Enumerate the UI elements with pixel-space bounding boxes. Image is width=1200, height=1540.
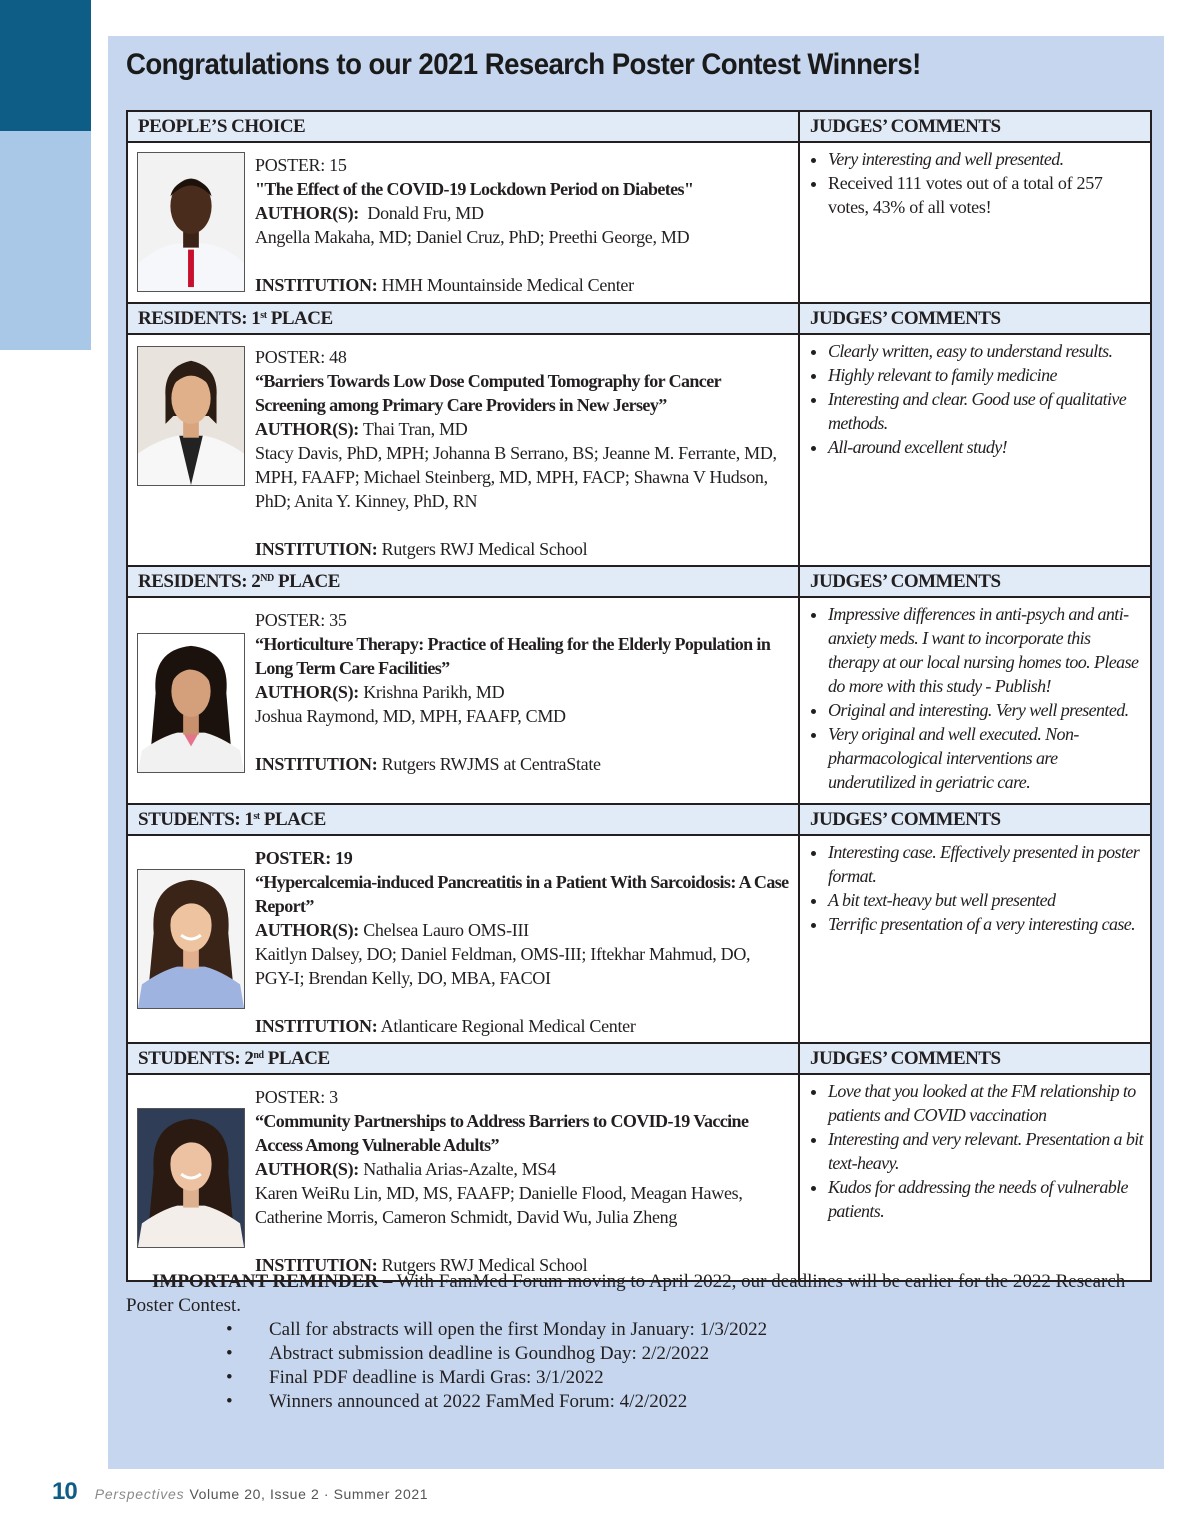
coauthors: Stacy Davis, PhD, MPH; Johanna B Serrano, BS; Jeanne M. Ferrante, MD, MPH, FAAFP; Michael Steinberg, MD, MPH, FACP; Shawna V Hudson, PhD; Anita Y. Kinney, PhD, RN [255,443,777,511]
category-header: STUDENTS: 2nd PLACE [127,1043,799,1074]
entry-row [127,1074,1151,1281]
author-photo [137,346,245,486]
comment-item: • Highly relevant to family medicine [828,363,1144,387]
comment-item: • Very original and well executed. Non-pharmacological interventions are underutilized in geriatric care. [828,722,1144,794]
issue-info: Volume 20, Issue 2 · Summer 2021 [189,1486,429,1502]
comment-item: • Clearly written, easy to understand results. [828,339,1144,363]
comments-cell [799,597,1151,804]
comments-list [800,836,1150,936]
coauthors: Angella Makaha, MD; Daniel Cruz, PhD; Preethi George, MD [255,227,690,247]
poster-title: “Hypercalcemia-induced Pancreatitis in a Patient With Sarcoidosis: A Case Report” [255,872,789,916]
side-accent-dark [0,0,91,131]
comments-list [800,1075,1150,1223]
comment-item: • Interesting and very relevant. Presentation a bit text-heavy. [828,1127,1144,1175]
page-footer [52,1478,428,1506]
entry-cell [127,835,799,1043]
comment-item: • Interesting and clear. Good use of qualitative methods. [828,387,1144,435]
coauthors: Joshua Raymond, MD, MPH, FAAFP, CMD [255,706,566,726]
lead-author: AUTHOR(S): Chelsea Lauro OMS-III [255,920,529,940]
category-header: STUDENTS: 1st PLACE [127,804,799,835]
publication-name: Perspectives [94,1486,185,1502]
coauthors: Karen WeiRu Lin, MD, MS, FAAFP; Danielle Flood, Meagan Hawes, Catherine Morris, Cameron Schmidt, David Wu, Julia Zheng [255,1183,743,1227]
comment-item: • Impressive differences in anti-psych and anti-anxiety meds. I want to incorporate this therapy at our local nursing homes too. Please do more with this study - Publish! [828,602,1144,698]
poster-number: POSTER: 35 [255,610,347,630]
category-header-row [127,1043,1151,1074]
important-reminder [126,1270,1126,1414]
deadline-item: • Abstract submission deadline is Goundhog Day: 2/2/2022 [226,1343,710,1364]
poster-number: POSTER: 15 [255,155,347,175]
comments-header: JUDGES’ COMMENTS [799,804,1151,835]
comments-header: JUDGES’ COMMENTS [799,566,1151,597]
poster-number: POSTER: 19 [255,848,353,868]
institution: INSTITUTION: Rutgers RWJMS at CentraState [255,754,601,774]
comments-cell [799,142,1151,303]
poster-title: “Community Partnerships to Address Barriers to COVID-19 Vaccine Access Among Vulnerable Adults” [255,1111,749,1155]
entry-row [127,835,1151,1043]
entry-row [127,142,1151,303]
entry-cell [127,142,799,303]
winners-table [126,110,1152,1282]
page-title: Congratulations to our 2021 Research Poster Contest Winners! [126,48,921,81]
comment-item: • All-around excellent study! [828,435,1144,459]
entry-info [255,1082,792,1277]
category-header-row [127,566,1151,597]
side-accent-light [0,131,91,350]
author-photo [137,1108,245,1248]
entry-info [255,342,792,561]
category-header-row [127,303,1151,334]
entry-info [255,150,792,297]
poster-number: POSTER: 48 [255,347,347,367]
deadline-item: • Final PDF deadline is Mardi Gras: 3/1/2022 [226,1367,604,1388]
comment-item: • Very interesting and well presented. [828,147,1144,171]
category-header: RESIDENTS: 1st PLACE [127,303,799,334]
comment-item: • Love that you looked at the FM relationship to patients and COVID vaccination [828,1079,1144,1127]
entry-cell [127,1074,799,1281]
comments-header: JUDGES’ COMMENTS [799,111,1151,142]
page-number: 10 [52,1478,77,1505]
institution: INSTITUTION: HMH Mountainside Medical Center [255,275,634,295]
comments-list [800,598,1150,794]
institution: INSTITUTION: Rutgers RWJ Medical School [255,539,588,559]
comments-header: JUDGES’ COMMENTS [799,1043,1151,1074]
comment-item: • Kudos for addressing the needs of vulnerable patients. [828,1175,1144,1223]
poster-title: "The Effect of the COVID-19 Lockdown Period on Diabetes" [255,179,694,199]
reminder-text: IMPORTANT REMINDER – With FamMed Forum moving to April 2022, our deadlines will be earlier for the 2022 Research Poster Contest. [126,1271,1126,1316]
deadline-list [126,1318,1126,1414]
category-header-row [127,804,1151,835]
comment-item: • Terrific presentation of a very interesting case. [828,912,1144,936]
comment-item: • Received 111 votes out of a total of 257 votes, 43% of all votes! [828,171,1144,219]
comment-item: • Original and interesting. Very well presented. [828,698,1144,722]
entry-info [255,605,792,776]
comments-header: JUDGES’ COMMENTS [799,303,1151,334]
entry-info [255,843,792,1038]
comments-cell [799,334,1151,566]
category-header-row [127,111,1151,142]
poster-title: “Horticulture Therapy: Practice of Healing for the Elderly Population in Long Term Care Facilities” [255,634,771,678]
comment-item: • Interesting case. Effectively presented in poster format. [828,840,1144,888]
category-header: RESIDENTS: 2ND PLACE [127,566,799,597]
comments-list [800,335,1150,459]
entry-cell [127,334,799,566]
entry-row [127,597,1151,804]
institution: INSTITUTION: Rutgers RWJ Medical School [255,1255,588,1275]
comments-list [800,143,1150,219]
author-photo [137,869,245,1009]
deadline-item: • Winners announced at 2022 FamMed Forum: 4/2/2022 [226,1391,688,1412]
comments-cell [799,1074,1151,1281]
lead-author: AUTHOR(S): Nathalia Arias-Azalte, MS4 [255,1159,556,1179]
lead-author: AUTHOR(S): Thai Tran, MD [255,419,468,439]
author-photo [137,152,245,292]
entry-row [127,334,1151,566]
coauthors: Kaitlyn Dalsey, DO; Daniel Feldman, OMS-III; Iftekhar Mahmud, DO, PGY-I; Brendan Kelly, DO, MBA, FACOI [255,944,751,988]
author-photo [137,633,245,773]
poster-number: POSTER: 3 [255,1087,338,1107]
category-header: PEOPLE’S CHOICE [127,111,799,142]
lead-author: AUTHOR(S): Donald Fru, MD [255,203,484,223]
deadline-item: • Call for abstracts will open the first Monday in January: 1/3/2022 [226,1319,768,1340]
entry-cell [127,597,799,804]
poster-title: “Barriers Towards Low Dose Computed Tomography for Cancer Screening among Primary Care Providers in New Jersey” [255,371,721,415]
institution: INSTITUTION: Atlanticare Regional Medical Center [255,1016,636,1036]
lead-author: AUTHOR(S): Krishna Parikh, MD [255,682,505,702]
comments-cell [799,835,1151,1043]
comment-item: • A bit text-heavy but well presented [828,888,1144,912]
